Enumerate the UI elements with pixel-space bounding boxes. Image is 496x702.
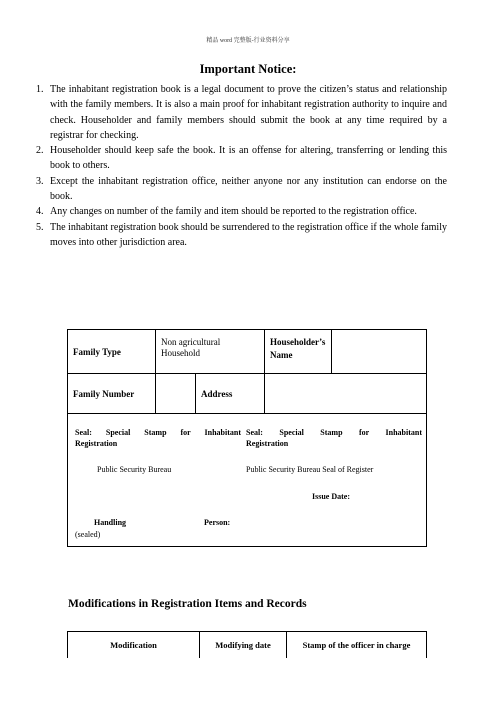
family-type-value-line: Non agricultural <box>161 337 221 347</box>
notice-item <box>36 220 447 251</box>
bureau-seal-register: Public Security Bureau Seal of Register <box>246 465 374 474</box>
family-type-label: Family Type <box>68 330 156 374</box>
modifications-table <box>67 631 427 658</box>
seal-section <box>68 414 427 547</box>
householder-name-value <box>332 330 427 374</box>
householder-name-label <box>265 330 332 374</box>
column-header: Stamp of the officer in charge <box>287 632 427 659</box>
family-type-value <box>156 330 265 374</box>
seal-left-line: Registration <box>75 439 118 448</box>
notice-item-number: 2. <box>36 145 44 157</box>
table-row <box>68 330 427 374</box>
notice-item <box>36 174 447 205</box>
person-label: Person: <box>204 518 231 527</box>
seal-left <box>75 427 241 449</box>
table-row <box>68 374 427 414</box>
seal-left-line: Seal: Special Stamp for Inhabitant <box>75 428 241 437</box>
column-header: Modifying date <box>200 632 287 659</box>
issue-date-label: Issue Date: <box>312 492 350 501</box>
family-number-value <box>156 374 196 414</box>
family-table <box>67 329 427 547</box>
notice-item-text: The inhabitant registration book is a legal document to prove the citizen’s status and relationship with the family members. It is also a main proof for inhabitant registration authority to inquire and check. Householder and family members should submit the book at any time required by a registrar for checking. <box>50 84 447 141</box>
address-label: Address <box>196 374 265 414</box>
address-value <box>265 374 427 414</box>
notice-list <box>36 82 447 250</box>
notice-item-text: Except the inhabitant registration office, neither anyone nor any institution can endorse on the book. <box>50 175 447 203</box>
handling-label: Handling <box>94 518 127 527</box>
table-row <box>68 414 427 547</box>
sealed-label: (sealed) <box>75 530 101 539</box>
notice-item <box>36 204 447 219</box>
householder-name-label-line: Householder’s <box>270 337 326 347</box>
notice-item-text: The inhabitant registration book should be surrendered to the registration office if the whole family moves into other jurisdiction area. <box>50 221 447 248</box>
notice-title: Important Notice: <box>199 62 297 76</box>
table-header-row <box>68 632 427 659</box>
modifications-title: Modifications in Registration Items and Records <box>68 598 307 610</box>
family-type-value-line: Household <box>161 347 200 358</box>
notice-item <box>36 82 447 143</box>
notice-item-text: Householder should keep safe the book. It is an offense for altering, transferring or lending this book to others. <box>50 145 447 172</box>
householder-name-label-line: Name <box>270 350 293 360</box>
page-header: 精品 word 完整版-行业资料分享 <box>206 38 290 44</box>
seal-right <box>246 427 422 449</box>
notice-item <box>36 143 447 174</box>
family-number-label: Family Number <box>68 374 156 414</box>
column-header: Modification <box>68 632 200 659</box>
notice-item-number: 5. <box>36 221 44 233</box>
notice-item-number: 1. <box>36 84 44 95</box>
seal-right-line: Registration <box>246 439 289 448</box>
seal-right-line: Seal: Special Stamp for Inhabitant <box>246 428 422 437</box>
notice-item-text: Any changes on number of the family and item should be reported to the registration office. <box>50 206 417 218</box>
public-security-bureau: Public Security Bureau <box>97 465 172 474</box>
notice-item-number: 4. <box>36 206 44 218</box>
notice-item-number: 3. <box>36 175 44 187</box>
